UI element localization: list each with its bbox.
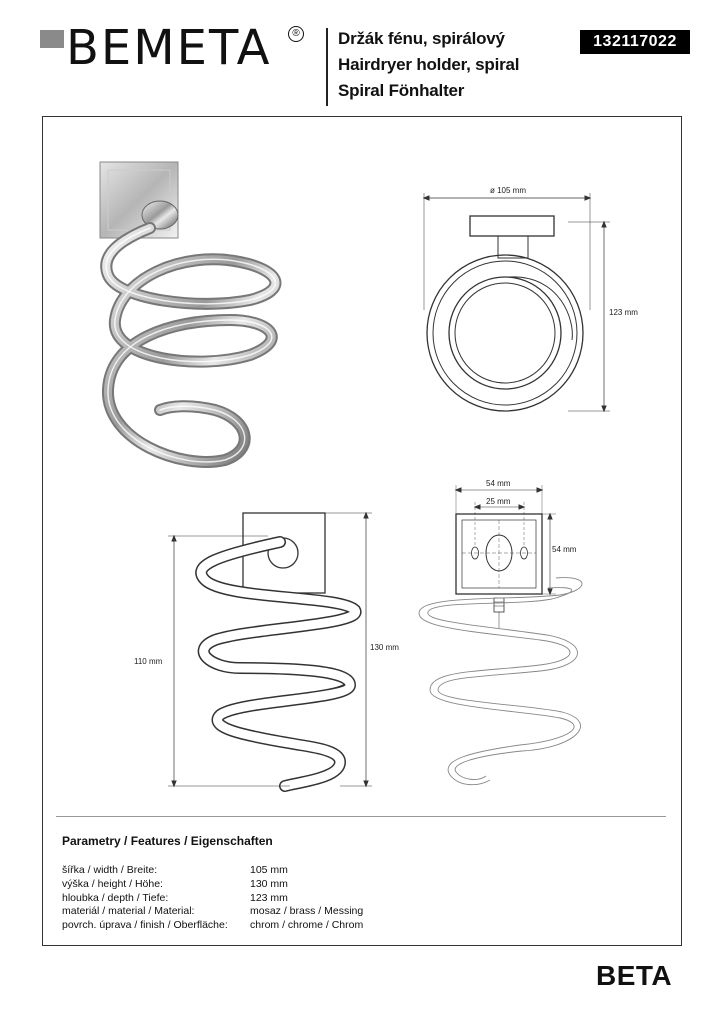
parameter-row: [62, 864, 363, 878]
dim-side-total-height: 130 mm: [370, 643, 399, 652]
dim-plate-width: 54 mm: [486, 479, 511, 488]
parameter-row: [62, 905, 363, 919]
parameter-row: [62, 919, 363, 933]
parameter-value: chrom / chrome / Chrom: [250, 919, 364, 932]
product-series-name: BETA: [596, 960, 673, 991]
dim-side-spiral-height: 110 mm: [134, 657, 163, 666]
title-english: Hairdryer holder, spiral: [338, 55, 520, 74]
dim-top-width: ø 105 mm: [490, 186, 527, 195]
parameter-label: povrch. úprava / finish / Oberfläche:: [62, 919, 228, 932]
parameter-value: mosaz / brass / Messing: [250, 905, 364, 918]
dim-top-depth: 123 mm: [609, 308, 638, 317]
parameters-title: Parametry / Features / Eigenschaften: [62, 834, 273, 848]
parameter-value: 130 mm: [250, 877, 288, 890]
registered-icon: ®: [288, 26, 304, 42]
parameters-divider: [56, 816, 666, 817]
logo-text: BEMETA: [66, 20, 272, 76]
parameter-label: výška / height / Höhe:: [62, 877, 163, 890]
product-photo: [100, 162, 275, 462]
parameters-table: [62, 864, 363, 933]
top-view-drawing: [424, 193, 610, 411]
parameter-row: [62, 892, 363, 906]
parameter-label: hloubka / depth / Tiefe:: [62, 891, 169, 904]
front-view-drawing: [419, 485, 582, 785]
product-code-badge: 132117022: [580, 30, 690, 54]
parameter-value: 105 mm: [250, 864, 288, 876]
parameter-value: 123 mm: [250, 891, 288, 904]
parameter-label: materiál / material / Material:: [62, 905, 195, 918]
parameter-row: [62, 878, 363, 892]
side-view-drawing: [168, 513, 372, 786]
title-german: Spiral Fönhalter: [338, 81, 465, 100]
dim-plate-height: 54 mm: [552, 545, 577, 554]
title-czech: Držák fénu, spirálový: [338, 29, 505, 48]
dim-hole-spacing: 25 mm: [486, 497, 511, 506]
parameter-label: šířka / width / Breite:: [62, 864, 158, 876]
